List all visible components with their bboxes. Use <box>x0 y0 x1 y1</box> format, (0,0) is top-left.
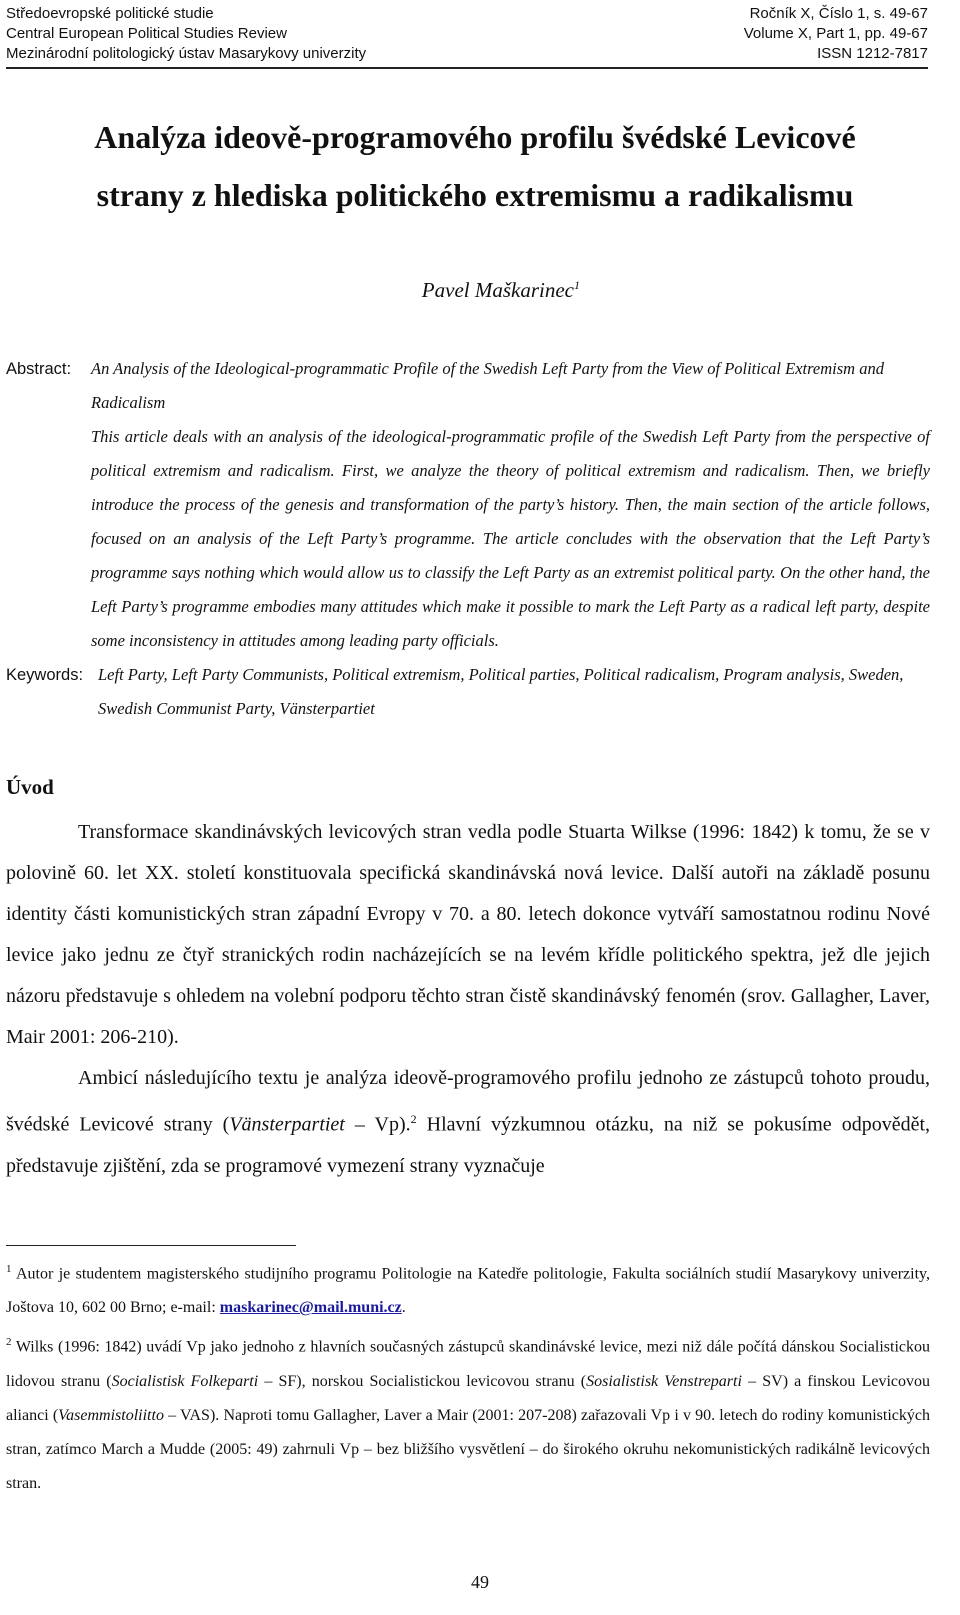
footnote-divider <box>6 1245 296 1246</box>
article-title <box>30 108 920 224</box>
footnote-2 <box>6 1325 930 1500</box>
footnote-2-text: – VAS). Naproti tomu Gallagher, Laver a Mair (2001: 207-208) zařazovali Vp i v 90. letech do rodiny komunistických stran, zatímco March a Mudde (2005: 49) zahrnuli Vp – bez bližšího vysvětlení – do širokého okruhu nekomunistických radikálně levicových stran. <box>6 1406 931 1492</box>
paragraph-2 <box>6 1058 930 1187</box>
author <box>0 278 580 303</box>
issn: ISSN 1212-7817 <box>817 45 928 62</box>
section-heading: Úvod <box>6 775 54 799</box>
journal-header <box>6 4 928 64</box>
footnote-1-end: . <box>401 1299 406 1317</box>
party-name: Vasemmistoliitto <box>58 1406 164 1424</box>
abstract-block <box>6 352 930 726</box>
footnote-1-text: Autor je studentem magisterského studijního programu Politologie na Katedře politologie, Fakulta sociálních studií Masarykovy univerzity, Joštova 10, 602 00 Brno; e-mail: <box>6 1265 930 1317</box>
header-row <box>6 44 928 64</box>
paragraph-2-text: Hlavní výzkumnou otázku, na niž se pokusíme odpovědět, představuje zjištění, zda se programové vymezení strany vyznačuje <box>6 1113 930 1177</box>
header-divider <box>6 67 928 69</box>
party-name: Socialistisk Folkeparti <box>111 1372 259 1390</box>
party-name: Sosialistisk Venstreparti <box>586 1372 742 1390</box>
footnotes <box>6 1252 930 1501</box>
keywords <box>6 658 930 726</box>
footnote-2-text: Wilks (1996: 1842) uvádí Vp jako jednoho z hlavních současných zástupců skandinávské levice, mezi niž dále počítá dánskou Socialistickou lidovou stranu ( <box>6 1338 930 1390</box>
journal-name-en: Central European Political Studies Review <box>6 25 287 42</box>
volume-cz: Ročník X, Číslo 1, s. 49-67 <box>749 5 928 22</box>
abstract-header <box>6 352 930 420</box>
abstract-title: An Analysis of the Ideological-programmatic Profile of the Swedish Left Party from the View of Political Extremism and Radicalism <box>91 359 884 412</box>
footnote-2-text: – SV) a finskou Levicovou alianci ( <box>6 1372 931 1424</box>
footnote-2-text: – SF), norskou Socialistickou levicovou stranu ( <box>258 1372 587 1390</box>
page-number: 49 <box>471 1572 489 1592</box>
author-name: Pavel Maškarinec <box>421 278 574 302</box>
footnote-1-mark: 1 <box>6 1263 12 1275</box>
paragraph-2-text: – Vp). <box>344 1113 411 1136</box>
publisher: Mezinárodní politologický ústav Masarykovy univerzity <box>6 45 367 62</box>
footnote-1 <box>6 1252 930 1325</box>
title-line-1: Analýza ideově-programového profilu švédské Levicové <box>94 119 856 155</box>
header-row <box>6 24 928 44</box>
abstract-label: Abstract: <box>6 360 72 378</box>
keywords-text: Left Party, Left Party Communists, Political extremism, Political parties, Political radicalism, Program analysis, Sweden, Swedish Communist Party, Vänsterpartiet <box>98 665 904 718</box>
header-row <box>6 4 928 24</box>
paragraph-2-text: Ambicí následujícího textu je analýza ideově-programového profilu jednoho ze zástupců tohoto proudu, švédské Levicové strany ( <box>6 1067 930 1136</box>
abstract-body: This article deals with an analysis of the ideological-programmatic profile of the Swedish Left Party from the perspective of political extremism and radicalism. First, we analyze the theory of political extremism and radicalism. Then, we briefly introduce the process of the genesis and transformation of the party’s history. Then, the main section of the article follows, focused on an analysis of the Left Party’s programme. The article concludes with the observation that the Left Party’s programme says nothing which would allow us to classify the Left Party as an extremist political party. On the other hand, the Left Party’s programme embodies many attitudes which make it possible to mark the Left Party as a radical left party, despite some inconsistency in attitudes among leading party officials. <box>91 427 930 650</box>
footnote-2-mark: 2 <box>6 1336 12 1349</box>
keywords-label: Keywords: <box>6 666 84 684</box>
journal-name-cz: Středoevropské politické studie <box>6 5 214 22</box>
paragraph-1: Transformace skandinávských levicových stran vedla podle Stuarta Wilkse (1996: 1842) k tomu, že se v polovině 60. let XX. století konstituovala specifická skandinávská nová levice. Další autoři na základě posunu identity části komunistických stran západní Evropy v 70. a 80. letech dokonce vytváří samostatnou rodinu Nové levice jako jednu ze čtyř stranických rodin nacházejících se na levém křídle politického spektra, jež dle jejich názoru představuje s ohledem na volební podporu těchto stran čistě skandinávský fenomén (srov. Gallagher, Laver, Mair 2001: 206-210). <box>6 821 930 1048</box>
email-link[interactable]: maskarinec@mail.muni.cz <box>219 1299 402 1317</box>
footnote-mark-2[interactable]: 2 <box>410 1112 417 1126</box>
author-footnote-mark[interactable]: 1 <box>574 278 580 292</box>
volume-en: Volume X, Part 1, pp. 49-67 <box>743 25 928 42</box>
body-text <box>6 812 930 1187</box>
title-line-2: strany z hlediska politického extremismu a radikalismu <box>96 177 854 213</box>
party-name-swedish: Vänsterpartiet <box>229 1113 345 1136</box>
